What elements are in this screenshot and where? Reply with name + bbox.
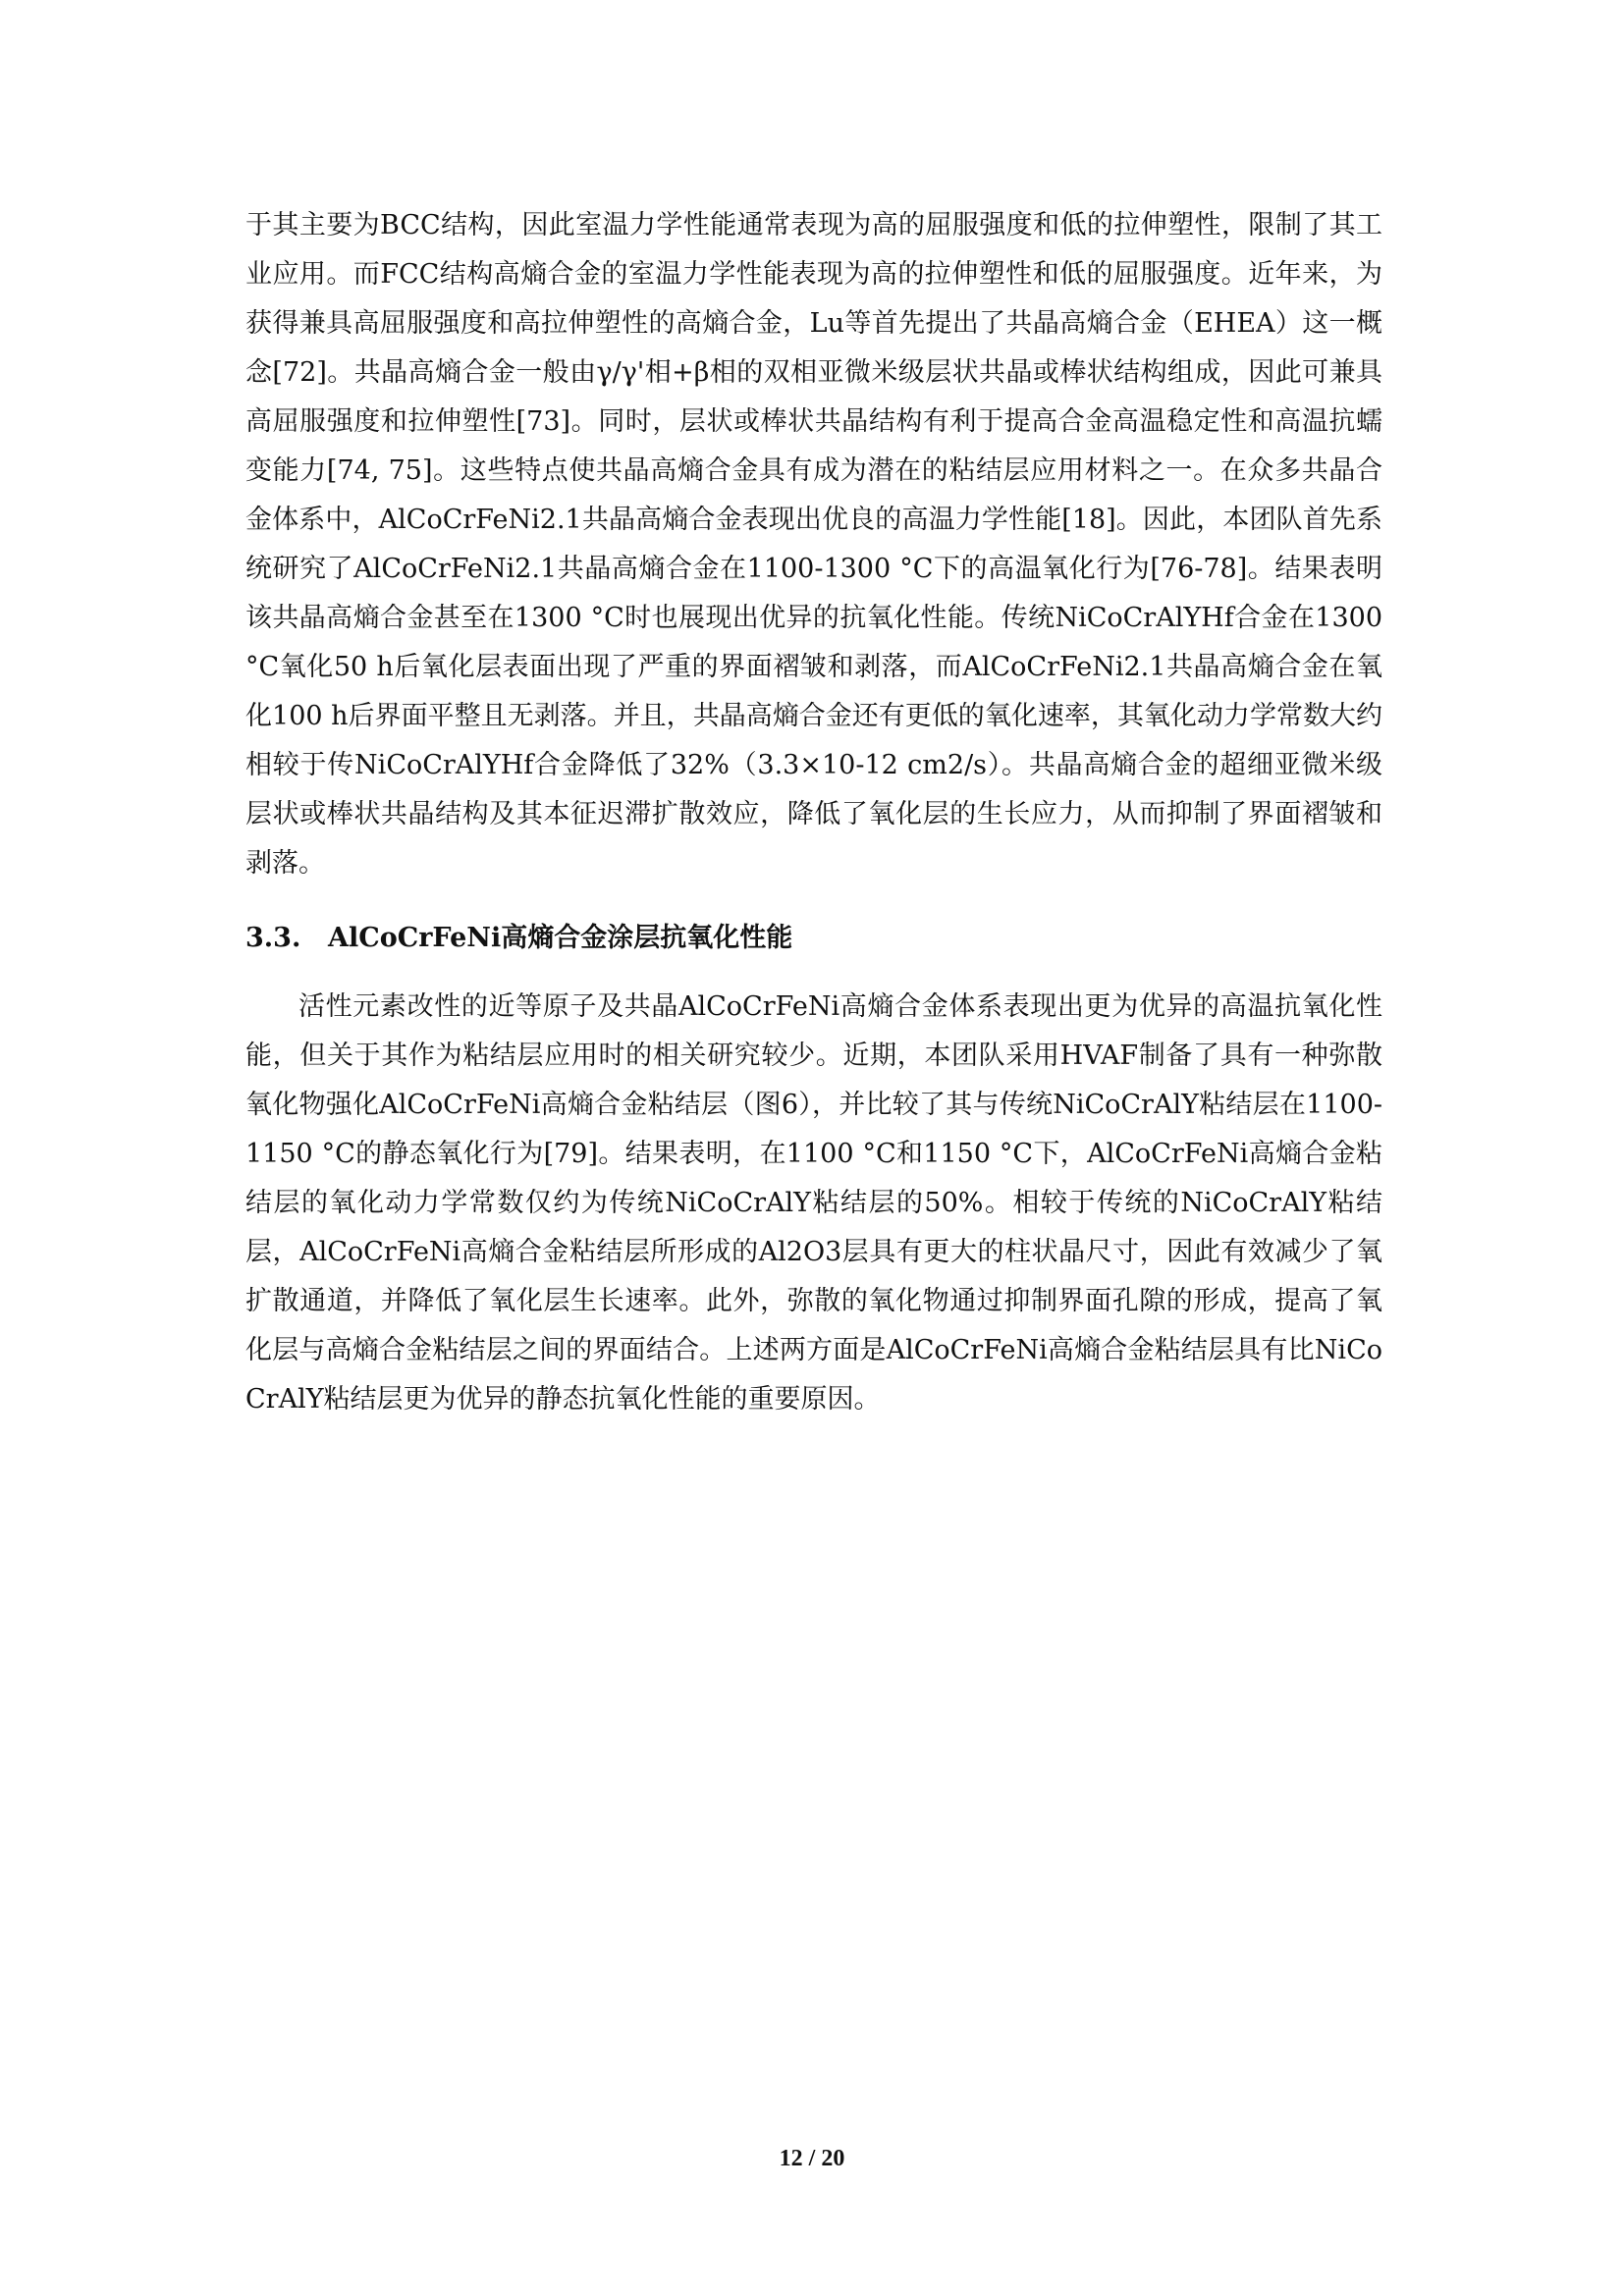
section-title: AlCoCrFeNi高熵合金涂层抗氧化性能 <box>328 923 793 953</box>
body-paragraph-2: 活性元素改性的近等原子及共晶AlCoCrFeNi高熵合金体系表现出更为优异的高温抗氧化性能，但关于其作为粘结层应用时的相关研究较少。近期，本团队采用HVAF制备了具有一种弥散氧化物强化AlCoCrFeNi高熵合金粘结层（图6），并比较了其与传统NiCoCrAlY粘结层在1100-1150 °C的静态氧化行为[79]。结果表明，在1100 °C和1150 °C下，AlCoCrFeNi高熵合金粘结层的氧化动力学常数仅约为传统NiCoCrAlY粘结层的50%。相较于传统的NiCoCrAlY粘结层，AlCoCrFeNi高熵合金粘结层所形成的Al2O3层具有更大的柱状晶尺寸，因此有效减少了氧扩散通道，并降低了氧化层生长速率。此外，弥散的氧化物通过抑制界面孔隙的形成，提高了氧化层与高熵合金粘结层之间的界面结合。上述两方面是AlCoCrFeNi高熵合金粘结层具有比NiCoCrAlY粘结层更为优异的静态抗氧化性能的重要原因。 <box>245 991 1382 1415</box>
section-number: 3.3. <box>245 923 301 953</box>
page-number: 12 / 20 <box>779 2146 845 2171</box>
body-paragraph-1: 于其主要为BCC结构，因此室温力学性能通常表现为高的屈服强度和低的拉伸塑性，限制了其工业应用。而FCC结构高熵合金的室温力学性能表现为高的拉伸塑性和低的屈服强度。近年来，为获得兼具高屈服强度和高拉伸塑性的高熵合金，Lu等首先提出了共晶高熵合金（EHEA）这一概念[72]。共晶高熵合金一般由γ/γ'相+β相的双相亚微米级层状共晶或棒状结构组成，因此可兼具高屈服强度和拉伸塑性[73]。同时，层状或棒状共晶结构有利于提高合金高温稳定性和高温抗蠕变能力[74, 75]。这些特点使共晶高熵合金具有成为潜在的粘结层应用材料之一。在众多共晶合金体系中，AlCoCrFeNi2.1共晶高熵合金表现出优良的高温力学性能[18]。因此，本团队首先系统研究了AlCoCrFeNi2.1共晶高熵合金在1100-1300 °C下的高温氧化行为[76-78]。结果表明该共晶高熵合金甚至在1300 °C时也展现出优异的抗氧化性能。传统NiCoCrAlYHf合金在1300 °C氧化50 h后氧化层表面出现了严重的界面褶皱和剥落，而AlCoCrFeNi2.1共晶高熵合金在氧化100 h后界面平整且无剥落。并且，共晶高熵合金还有更低的氧化速率，其氧化动力学常数大约相较于传NiCoCrAlYHf合金降低了32%（3.3×10-12 cm2/s）。共晶高熵合金的超细亚微米级层状或棒状共晶结构及其本征迟滞扩散效应，降低了氧化层的生长应力，从而抑制了界面褶皱和剥落。 <box>245 210 1382 879</box>
section-heading <box>245 916 1382 961</box>
body-content <box>245 201 1382 1424</box>
